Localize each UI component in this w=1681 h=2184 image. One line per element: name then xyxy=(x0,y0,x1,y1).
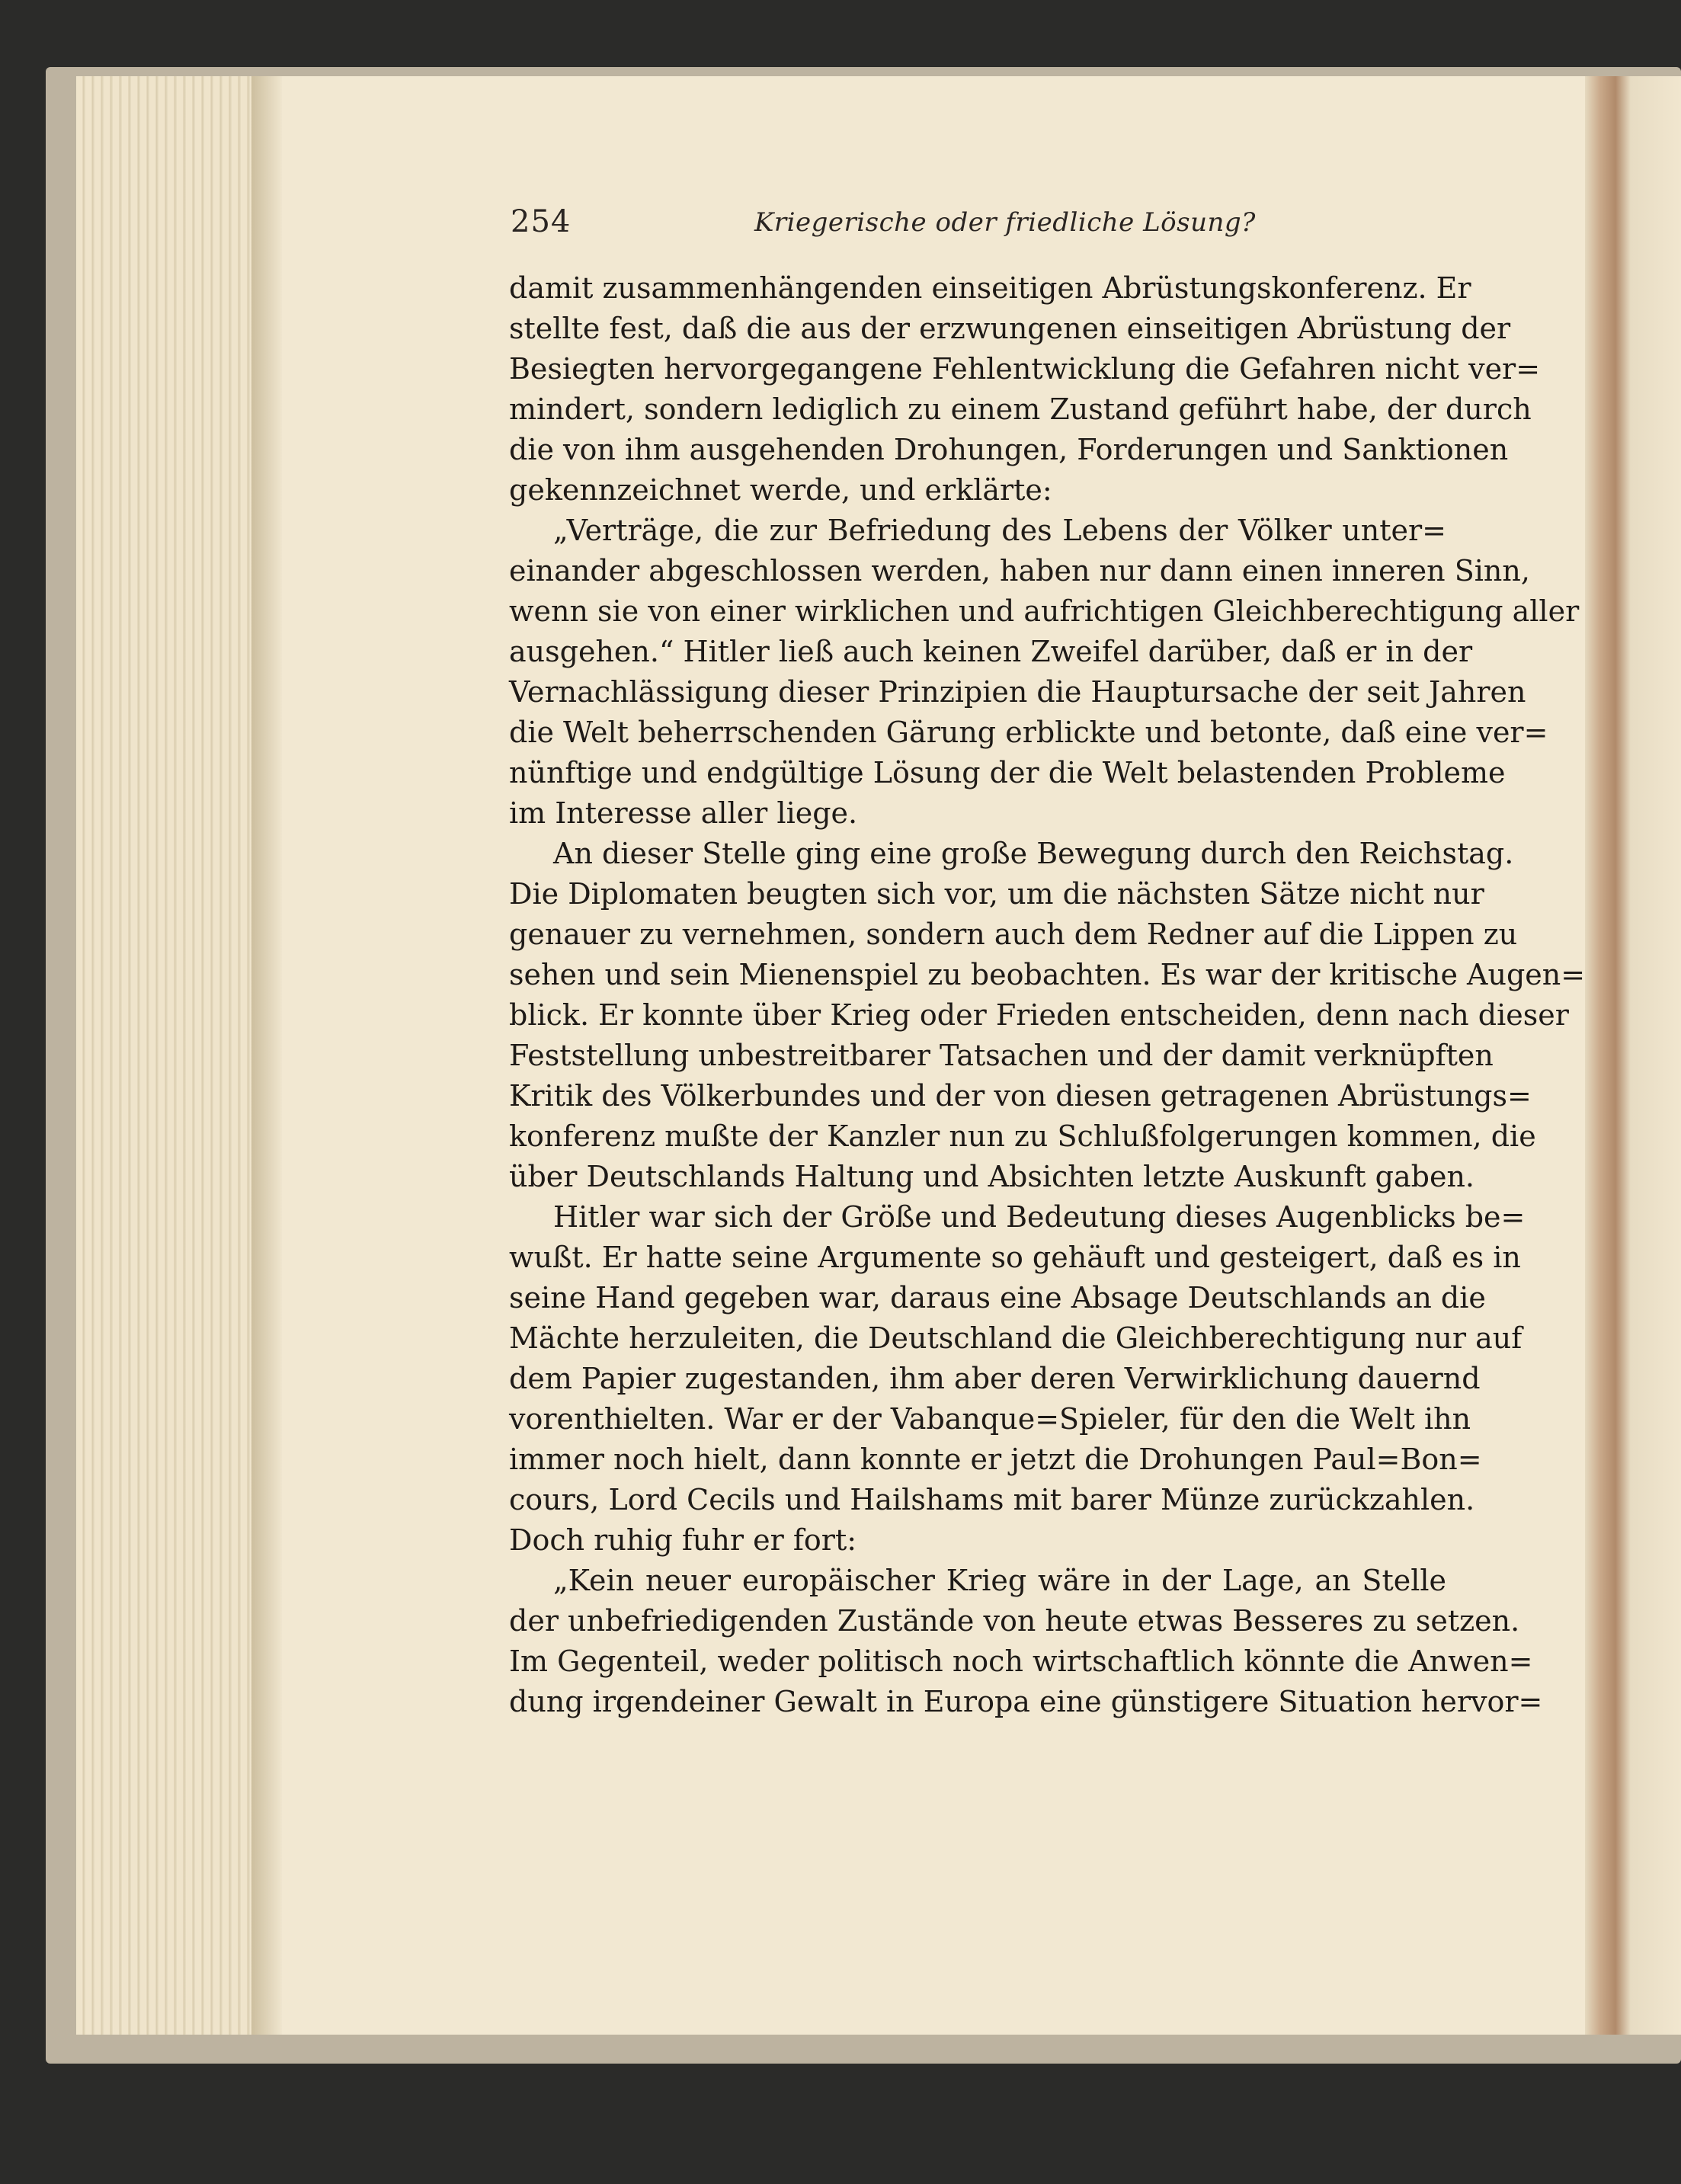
text-line: dem Papier zugestanden, ihm aber deren Verwirklichung dauernd xyxy=(509,1362,1481,1395)
text-line: Vernachlässigung dieser Prinzipien die Hauptursache der seit Jahren xyxy=(509,675,1526,709)
text-line: nünftige und endgültige Lösung der die Welt belastenden Probleme xyxy=(509,756,1506,789)
text-line: konferenz mußte der Kanzler nun zu Schlußfolgerungen kommen, die xyxy=(509,1119,1536,1153)
page-number: 254 xyxy=(511,204,572,239)
text-line: Mächte herzuleiten, die Deutschland die Gleichberechtigung nur auf xyxy=(509,1321,1523,1355)
text-line: immer noch hielt, dann konnte er jetzt die Drohungen Paul=Bon= xyxy=(509,1443,1482,1476)
text-line: Besiegten hervorgegangene Fehlentwicklung die Gefahren nicht ver= xyxy=(509,352,1541,386)
page-header xyxy=(511,204,1455,250)
text-line: cours, Lord Cecils und Hailshams mit barer Münze zurückzahlen. xyxy=(509,1483,1475,1516)
text-line: genauer zu vernehmen, sondern auch dem Redner auf die Lippen zu xyxy=(509,917,1518,951)
text-line: vorenthielten. War er der Vabanque=Spieler, für den die Welt ihn xyxy=(509,1402,1471,1436)
running-head: Kriegerische oder friedliche Lösung? xyxy=(754,207,1256,238)
text-line: dung irgendeiner Gewalt in Europa eine günstigere Situation hervor= xyxy=(509,1685,1543,1718)
body-text xyxy=(509,268,1586,1722)
page-edges-right xyxy=(1585,76,1681,2035)
text-line: ausgehen.“ Hitler ließ auch keinen Zweifel darüber, daß er in der xyxy=(509,635,1473,668)
text-line: blick. Er konnte über Krieg oder Frieden entscheiden, denn nach dieser xyxy=(509,998,1569,1032)
spine-shadow xyxy=(251,76,282,2035)
text-line: Hitler war sich der Größe und Bedeutung dieses Augenblicks be= xyxy=(553,1200,1526,1234)
text-line: Doch ruhig fuhr er fort: xyxy=(509,1523,857,1557)
text-line: wußt. Er hatte seine Argumente so gehäuft und gesteigert, daß es in xyxy=(509,1241,1521,1274)
text-line: seine Hand gegeben war, daraus eine Absage Deutschlands an die xyxy=(509,1281,1486,1315)
text-line: Im Gegenteil, weder politisch noch wirtschaftlich könnte die Anwen= xyxy=(509,1644,1533,1678)
text-line: der unbefriedigenden Zustände von heute etwas Besseres zu setzen. xyxy=(509,1604,1520,1638)
text-line: stellte fest, daß die aus der erzwungenen einseitigen Abrüstung der xyxy=(509,312,1511,345)
text-line: mindert, sondern lediglich zu einem Zustand geführt habe, der durch xyxy=(509,392,1532,426)
text-line: die Welt beherrschenden Gärung erblickte und betonte, daß eine ver= xyxy=(509,716,1548,749)
text-line: damit zusammenhängenden einseitigen Abrüstungskonferenz. Er xyxy=(509,271,1471,305)
text-line: einander abgeschlossen werden, haben nur dann einen inneren Sinn, xyxy=(509,554,1530,588)
text-line: Kritik des Völkerbundes und der von diesen getragenen Abrüstungs= xyxy=(509,1079,1532,1113)
text-line: sehen und sein Mienenspiel zu beobachten. Es war der kritische Augen= xyxy=(509,958,1586,991)
text-line: Feststellung unbestreitbarer Tatsachen und der damit verknüpften xyxy=(509,1039,1494,1072)
text-line: „Kein neuer europäischer Krieg wäre in der Lage, an Stelle xyxy=(553,1564,1446,1597)
text-line: über Deutschlands Haltung und Absichten letzte Auskunft gaben. xyxy=(509,1160,1475,1193)
text-line: im Interesse aller liege. xyxy=(509,796,858,830)
text-line: gekennzeichnet werde, und erklärte: xyxy=(509,473,1052,507)
text-line: „Verträge, die zur Befriedung des Lebens der Völker unter= xyxy=(553,514,1446,547)
page-edges-left xyxy=(76,76,267,2035)
text-line: wenn sie von einer wirklichen und aufrichtigen Gleichberechtigung aller xyxy=(509,594,1580,628)
text-line: An dieser Stelle ging eine große Bewegung durch den Reichstag. xyxy=(553,837,1514,870)
text-line: die von ihm ausgehenden Drohungen, Forderungen und Sanktionen xyxy=(509,433,1509,466)
text-line: Die Diplomaten beugten sich vor, um die nächsten Sätze nicht nur xyxy=(509,877,1484,911)
